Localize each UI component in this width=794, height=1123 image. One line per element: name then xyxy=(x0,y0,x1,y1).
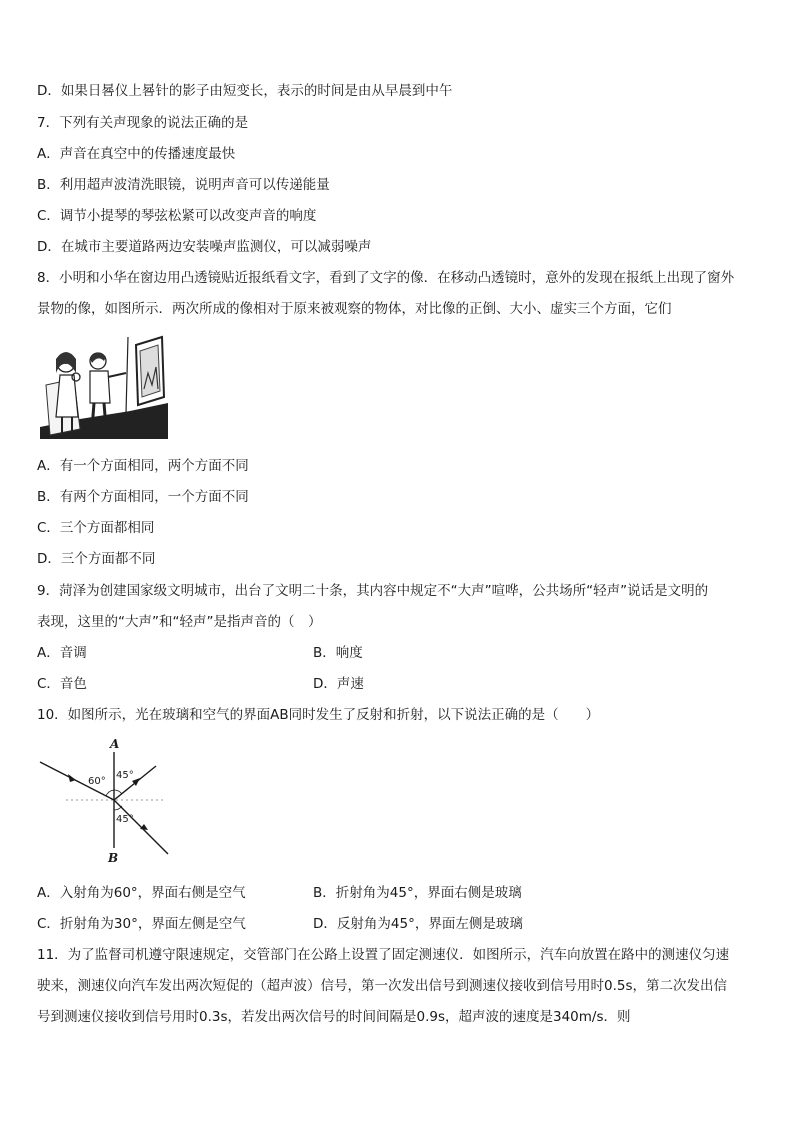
q8-stem-line1: 8．小明和小华在窗边用凸透镜贴近报纸看文字，看到了文字的像．在移动凸透镜时，意外的发现在报纸上出现了窗外 xyxy=(37,270,735,286)
label-a: A xyxy=(110,737,120,751)
q9-stem-line1: 9．菏泽为创建国家级文明城市，出台了文明二十条，其内容中规定不“大声”喧哗，公共场所“轻声”说话是文明的 xyxy=(37,583,709,599)
q7-stem: 7．下列有关声现象的说法正确的是 xyxy=(37,115,249,131)
label-b: B xyxy=(108,851,119,864)
q7-option-b: B．利用超声波清洗眼镜，说明声音可以传递能量 xyxy=(37,177,330,193)
q11-stem-line2: 驶来，测速仪向汽车发出两次短促的（超声波）信号，第一次发出信号到测速仪接收到信号用时0.5s，第二次发出信 xyxy=(37,978,728,994)
q7-option-a: A．声音在真空中的传播速度最快 xyxy=(37,146,236,162)
q9-option-d: D．声速 xyxy=(313,676,364,692)
q10-option-d: D．反射角为45°，界面左侧是玻璃 xyxy=(313,916,523,932)
angle-60-label: 60° xyxy=(88,776,106,787)
q9-option-c: C．音色 xyxy=(37,676,87,692)
q11-stem-line3: 号到测速仪接收到信号用时0.3s，若发出两次信号的时间间隔是0.9s，超声波的速度是340m/s．则 xyxy=(37,1009,631,1025)
q7-option-c: C．调节小提琴的琴弦松紧可以改变声音的响度 xyxy=(37,208,317,224)
angle-45-lower-label: 45° xyxy=(116,814,134,825)
q8-option-d: D．三个方面都不同 xyxy=(37,551,156,567)
angle-45-upper-label: 45° xyxy=(116,770,134,781)
q9-option-b: B．响度 xyxy=(313,645,363,661)
q7-option-d: D．在城市主要道路两边安装噪声监测仪，可以减弱噪声 xyxy=(37,239,372,255)
q8-stem-line2: 景物的像，如图所示．两次所成的像相对于原来被观察的物体，对比像的正倒、大小、虚实三个方面，它们 xyxy=(37,301,672,317)
q8-option-b: B．有两个方面相同，一个方面不同 xyxy=(37,489,249,505)
q9-stem-line2: 表现，这里的“大声”和“轻声”是指声音的（ ） xyxy=(37,614,322,630)
q9-option-a: A．音调 xyxy=(37,645,87,661)
q10-option-b: B．折射角为45°，界面右侧是玻璃 xyxy=(313,885,522,901)
q10-stem: 10．如图所示，光在玻璃和空气的界面AB同时发生了反射和折射，以下说法正确的是（ ） xyxy=(37,707,600,723)
q8-figure-people-window xyxy=(40,333,168,439)
q8-option-a: A．有一个方面相同，两个方面不同 xyxy=(37,458,249,474)
q10-figure-refraction xyxy=(36,736,176,864)
q10-option-a: A．入射角为60°，界面右侧是空气 xyxy=(37,885,246,901)
q8-option-c: C．三个方面都相同 xyxy=(37,520,155,536)
q11-stem-line1: 11．为了监督司机遵守限速规定，交管部门在公路上设置了固定测速仪．如图所示，汽车向放置在路中的测速仪匀速 xyxy=(37,947,730,963)
q6-option-d: D．如果日晷仪上晷针的影子由短变长，表示的时间是由从早晨到中午 xyxy=(37,83,453,99)
q10-option-c: C．折射角为30°，界面左侧是空气 xyxy=(37,916,246,932)
